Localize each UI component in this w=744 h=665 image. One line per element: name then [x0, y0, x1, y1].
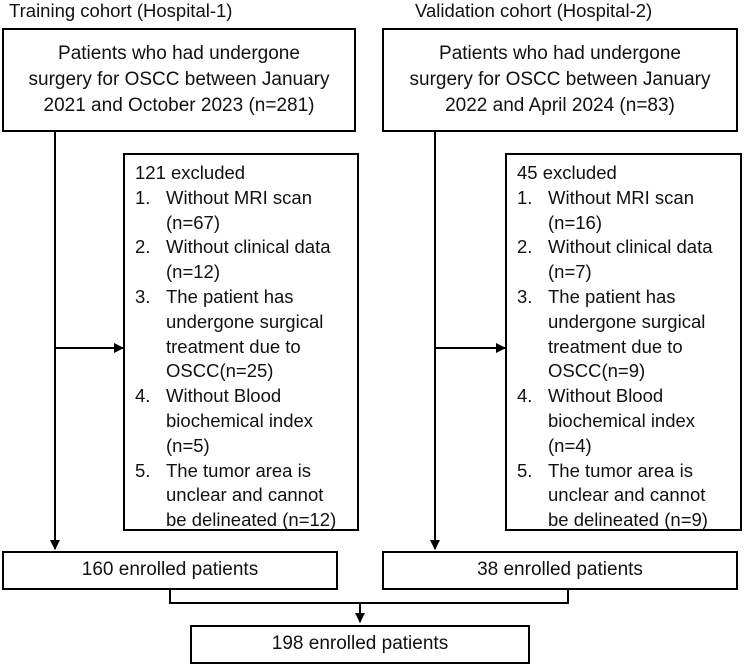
exclusion-item-text: be delineated (n=9) — [548, 509, 708, 531]
exclusion-item-number: 1. — [517, 186, 533, 208]
exclusion-item-number: 3. — [517, 285, 533, 307]
exclusion-item-number: 3. — [135, 285, 151, 307]
merge-bracket — [170, 590, 568, 603]
exclusion-item — [517, 186, 740, 236]
exclusion-item-text: unclear and cannot — [166, 484, 324, 506]
exclusion-item-text: Without MRI scan — [548, 186, 694, 208]
training-excluded-title: 121 excluded — [135, 162, 246, 183]
exclusion-item-text: The patient has — [166, 285, 294, 307]
exclusion-item — [135, 285, 357, 384]
exclusion-item-number: 4. — [517, 385, 533, 407]
exclusion-item-text: The tumor area is — [548, 459, 693, 481]
validation-excluded-box — [505, 153, 742, 531]
validation-excluded-title: 45 excluded — [517, 162, 617, 183]
exclusion-item-number: 1. — [135, 186, 151, 208]
exclusion-item-text: Without clinical data — [548, 236, 713, 258]
exclusion-item-text: biochemical index — [166, 409, 314, 431]
exclusion-item-text: (n=5) — [166, 434, 210, 456]
validation-source-line: 2022 and April 2024 (n=83) — [445, 95, 675, 116]
exclusion-item-number: 5. — [135, 459, 151, 481]
validation-enrolled-label: 38 enrolled patients — [477, 559, 643, 580]
validation-enrolled-box — [382, 551, 738, 590]
exclusion-item-text: (n=67) — [166, 211, 220, 233]
exclusion-item-text: Without MRI scan — [166, 186, 312, 208]
total-enrolled-box — [190, 625, 530, 664]
exclusion-item-text: biochemical index — [548, 409, 696, 431]
training-enrolled-label: 160 enrolled patients — [81, 559, 259, 580]
exclusion-item-text: undergone surgical — [548, 310, 706, 332]
exclusion-item-text: (n=16) — [548, 211, 602, 233]
training-source-box — [2, 28, 356, 132]
validation-cohort-heading: Validation cohort (Hospital-2) — [415, 0, 653, 21]
exclusion-item — [517, 235, 740, 285]
exclusion-item-text: (n=4) — [548, 434, 592, 456]
exclusion-item-text: unclear and cannot — [548, 484, 706, 506]
exclusion-item-text: OSCC(n=25) — [166, 360, 274, 382]
exclusion-item-text: The patient has — [548, 285, 676, 307]
exclusion-item — [517, 285, 740, 384]
total-enrolled-label: 198 enrolled patients — [271, 633, 449, 654]
training-cohort-heading: Training cohort (Hospital-1) — [9, 0, 233, 21]
exclusion-item-text: undergone surgical — [166, 310, 324, 332]
validation-source-box — [382, 28, 738, 132]
exclusion-item-text: The tumor area is — [166, 459, 311, 481]
validation-source-line: Patients who had undergone — [439, 43, 681, 64]
training-source-line: 2021 and October 2023 (n=281) — [43, 95, 315, 116]
exclusion-item — [135, 186, 357, 236]
validation-source-line: surgery for OSCC between January — [409, 69, 711, 90]
training-source-line: Patients who had undergone — [58, 43, 300, 64]
exclusion-item-text: Without Blood — [548, 385, 664, 407]
exclusion-item-text: treatment due to — [166, 335, 301, 357]
exclusion-item — [135, 459, 357, 533]
exclusion-item-number: 2. — [135, 236, 151, 258]
training-excluded-box — [123, 153, 359, 531]
exclusion-item — [517, 384, 740, 458]
exclusion-item-text: be delineated (n=12) — [166, 509, 337, 531]
exclusion-item — [517, 459, 740, 533]
exclusion-item-text: Without clinical data — [166, 236, 331, 258]
exclusion-item-text: Without Blood — [166, 385, 282, 407]
exclusion-item-text: (n=12) — [166, 261, 220, 283]
exclusion-item-number: 4. — [135, 385, 151, 407]
exclusion-item-number: 5. — [517, 459, 533, 481]
exclusion-item-text: (n=7) — [548, 261, 592, 283]
exclusion-item-number: 2. — [517, 236, 533, 258]
training-source-line: surgery for OSCC between January — [28, 69, 330, 90]
training-enrolled-box — [2, 551, 338, 590]
exclusion-item-text: OSCC(n=9) — [548, 360, 646, 382]
exclusion-item — [135, 384, 357, 458]
exclusion-item-text: treatment due to — [548, 335, 683, 357]
exclusion-item — [135, 235, 357, 285]
